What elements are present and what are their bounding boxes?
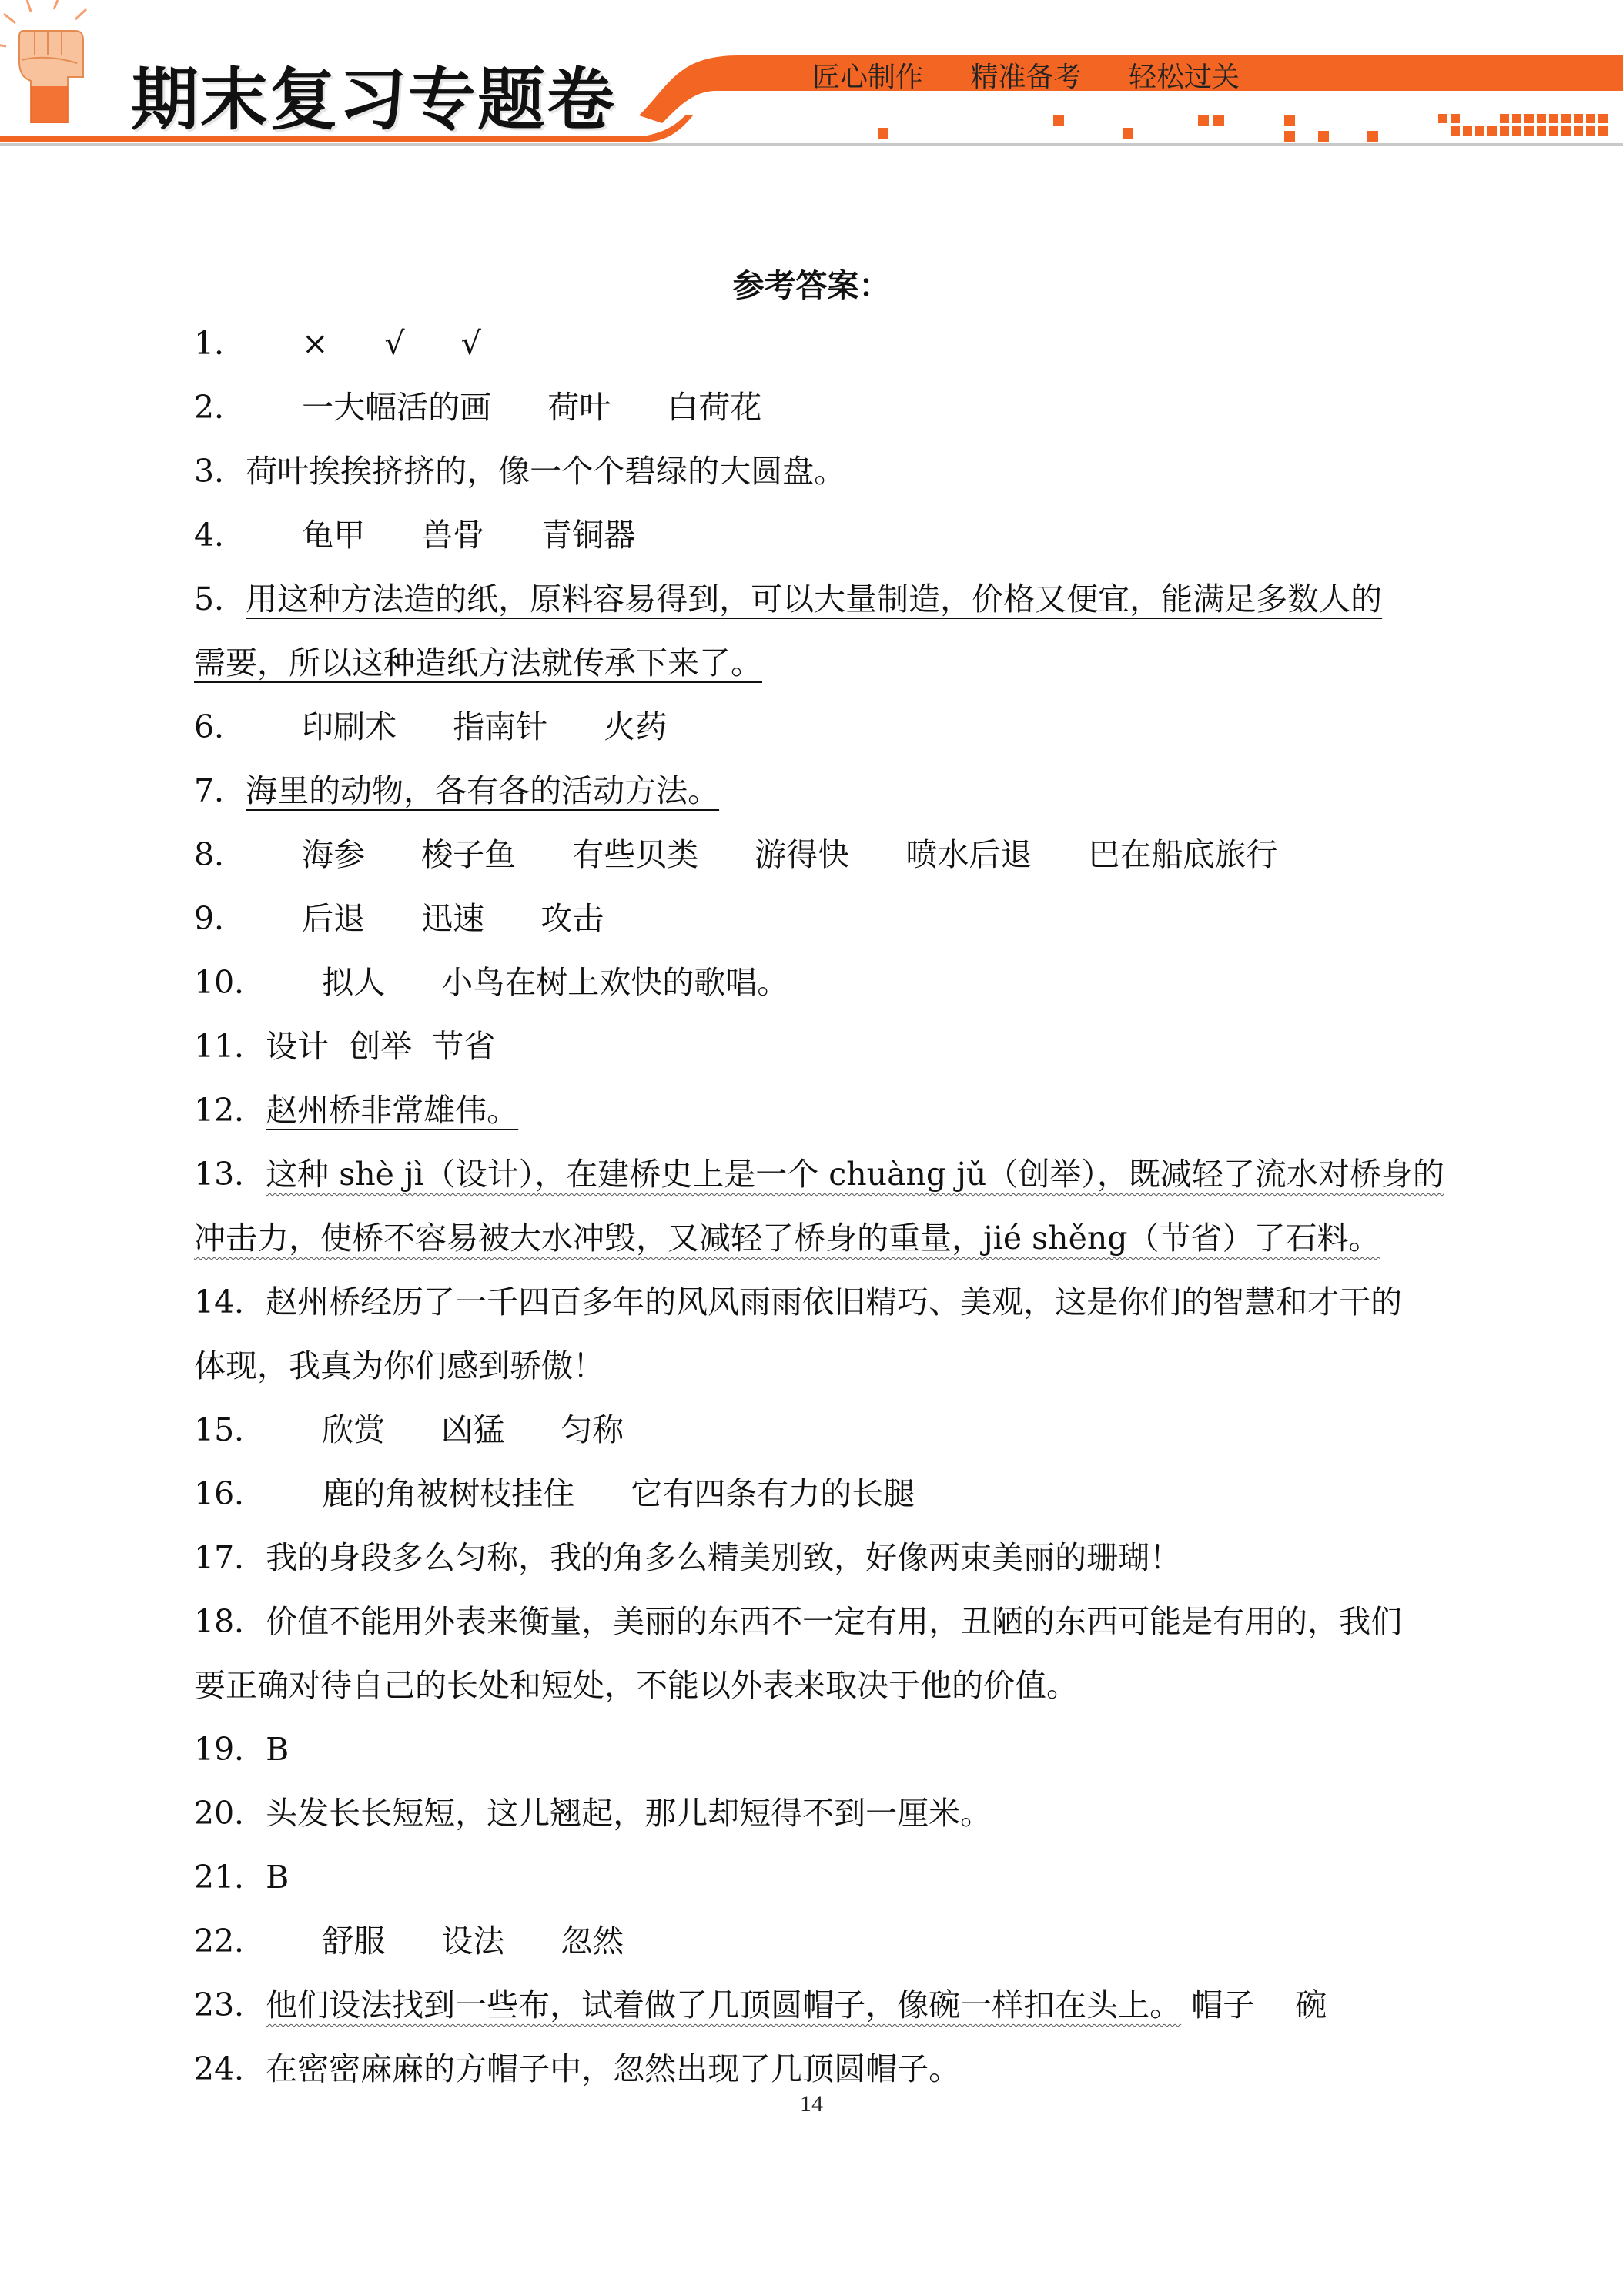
- answer-19: 19．B: [194, 1731, 289, 1768]
- answer-13: 13．这种 shè jì（设计），在建桥史上是一个 chuàng jǔ（创举），既减轻了流水对桥身的: [194, 1156, 1444, 1193]
- answer-1: 1． × √ √: [194, 325, 481, 362]
- answer-21: 21．B: [194, 1859, 289, 1896]
- answer-24: 24．在密密麻麻的方帽子中，忽然出现了几顶圆帽子。: [194, 2050, 961, 2087]
- answer-18-cont: 要正确对待自己的长处和短处，不能以外表来取决于他的价值。: [194, 1667, 1078, 1704]
- answer-heading: 参考答案：: [732, 267, 891, 304]
- page-header: [0, 0, 1623, 154]
- answer-22: 22． 舒服 设法 忽然: [194, 1923, 624, 1960]
- answer-5-cont: 需要，所以这种造纸方法就传承下来了。: [194, 644, 762, 681]
- answer-8: 8． 海参 梭子鱼 有些贝类 游得快 喷水后退 巴在船底旅行: [194, 836, 1278, 873]
- answer-9: 9． 后退 迅速 攻击: [194, 900, 604, 937]
- answer-3: 3．荷叶挨挨挤挤的，像一个个碧绿的大圆盘。: [194, 453, 846, 490]
- answer-17: 17．我的身段多么匀称，我的角多么精美别致，好像两束美丽的珊瑚！: [194, 1539, 1182, 1576]
- answer-11: 11．设计 创举 节省: [194, 1028, 496, 1065]
- answer-7: 7．海里的动物，各有各的活动方法。: [194, 772, 720, 809]
- slogan-3: 轻松过关: [1128, 62, 1240, 93]
- answer-4: 4． 龟甲 兽骨 青铜器: [194, 517, 636, 554]
- answer-23: 23．他们设法找到一些布，试着做了几顶圆帽子，像碗一样扣在头上。 帽子 碗: [194, 1986, 1327, 2023]
- answer-12: 12．赵州桥非常雄伟。: [194, 1092, 519, 1129]
- answer-6: 6． 印刷术 指南针 火药: [194, 708, 668, 745]
- answer-5: 5．用这种方法造的纸，原料容易得到，可以大量制造，价格又便宜，能满足多数人的: [194, 581, 1383, 618]
- slogan-2: 精准备考: [970, 62, 1082, 93]
- answer-10: 10． 拟人 小鸟在树上欢快的歌唱。: [194, 964, 789, 1001]
- answer-14-cont: 体现，我真为你们感到骄傲！: [194, 1347, 604, 1384]
- answer-15: 15． 欣赏 凶猛 匀称: [194, 1411, 624, 1448]
- header-slogan: [812, 55, 1267, 95]
- answer-list: [194, 312, 1449, 2101]
- answer-13-cont: 冲击力，使桥不容易被大水冲毁，又减轻了桥身的重量，jié shěng（节省）了石料。: [194, 1220, 1380, 1257]
- raised-fist-icon: [0, 0, 104, 123]
- answer-2: 2． 一大幅活的画 荷叶 白荷花: [194, 389, 762, 426]
- answer-20: 20．头发长长短短，这儿翘起，那儿却短得不到一厘米。: [194, 1795, 992, 1832]
- answer-16: 16． 鹿的角被树枝挂住 它有四条有力的长腿: [194, 1475, 915, 1512]
- page-number: 14: [800, 2091, 823, 2117]
- answer-18: 18．价值不能用外表来衡量，美丽的东西不一定有用，丑陋的东西可能是有用的，我们: [194, 1603, 1403, 1640]
- answer-14: 14．赵州桥经历了一千四百多年的风风雨雨依旧精巧、美观，这是你们的智慧和才干的: [194, 1284, 1403, 1320]
- header-title: 期末复习专题卷: [131, 60, 617, 139]
- slogan-1: 匠心制作: [812, 62, 924, 93]
